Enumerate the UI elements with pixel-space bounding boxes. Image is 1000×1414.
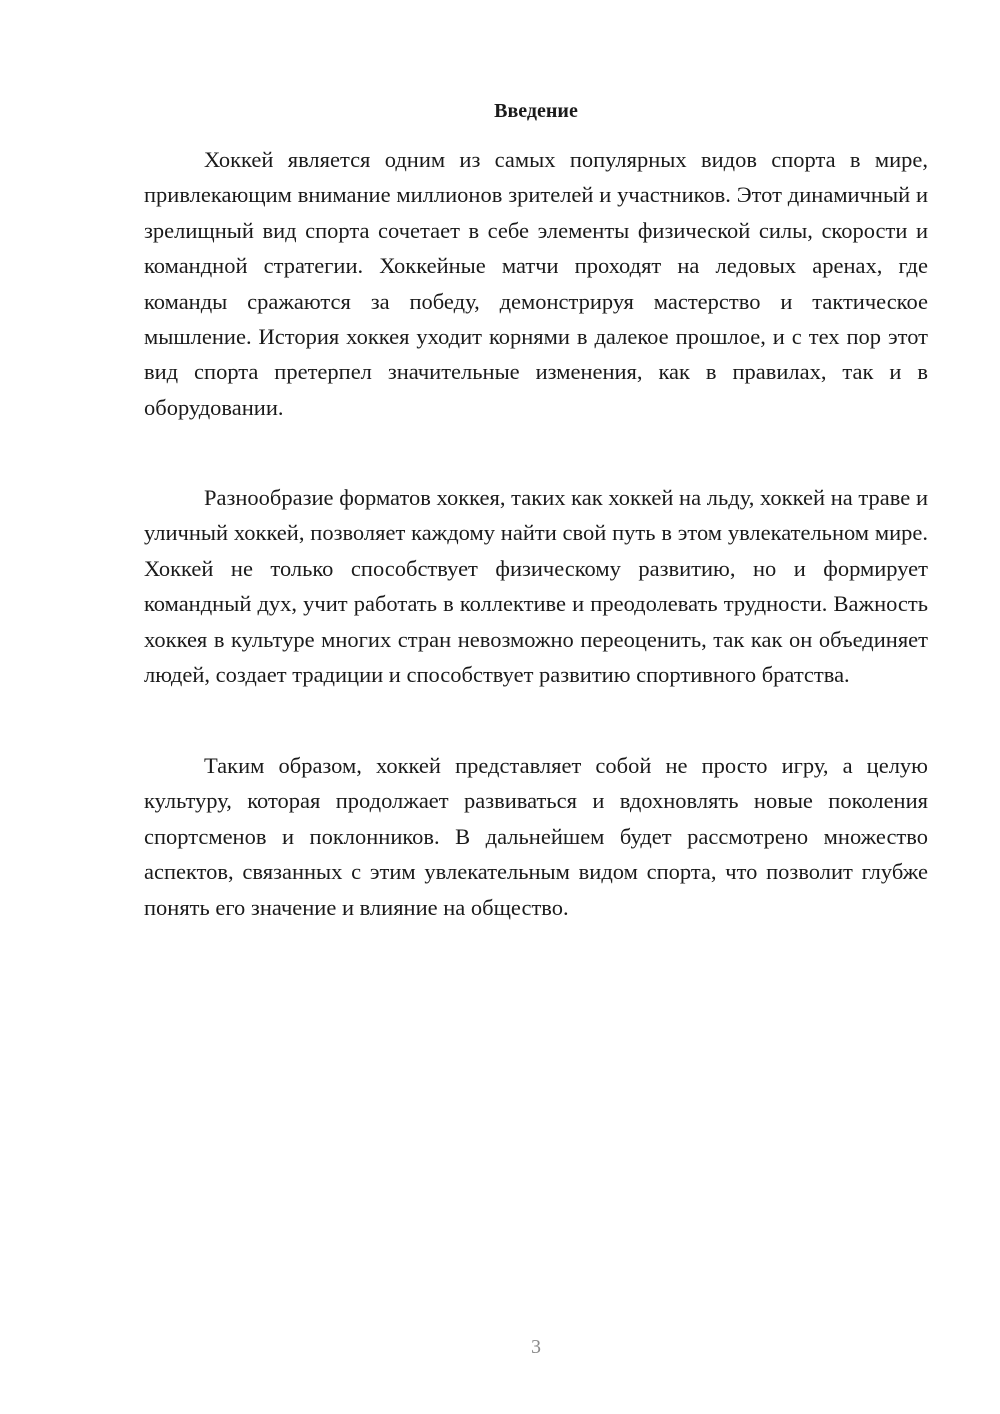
paragraph-intro: Хоккей является одним из самых популярных видов спорта в мире, привлекающим внимание миллионов зрителей и участников. Этот динамичный и зрелищный вид спорта сочетает в себе элементы физической силы, скорости и командной стратегии. Хоккейные матчи проходят на ледовых аренах, где команды сражаются за победу, демонстрируя мастерство и тактическое мышление. История хоккея уходит корнями в далекое прошлое, и с тех пор этот вид спорта претерпел значительные изменения, как в правилах, так и в оборудовании. — [144, 147, 928, 420]
paragraph-conclusion: Таким образом, хоккей представляет собой не просто игру, а целую культуру, которая продолжает развиваться и вдохновлять новые поколения спортсменов и поклонников. В дальнейшем будет рассмотрено множество аспектов, связанных с этим увлекательным видом спорта, что позволит глубже понять его значение и влияние на общество. — [144, 753, 928, 920]
section-heading: Введение — [494, 100, 578, 122]
page-number: 3 — [531, 1336, 541, 1358]
paragraph-formats: Разнообразие форматов хоккея, таких как хоккей на льду, хоккей на траве и уличный хоккей, позволяет каждому найти свой путь в этом увлекательном мире. Хоккей не только способствует физическому развитию, но и формирует командный дух, учит работать в коллективе и преодолевать трудности. Важность хоккея в культуре многих стран невозможно переоценить, так как он объединяет людей, создает традиции и способствует развитию спортивного братства. — [144, 485, 928, 688]
